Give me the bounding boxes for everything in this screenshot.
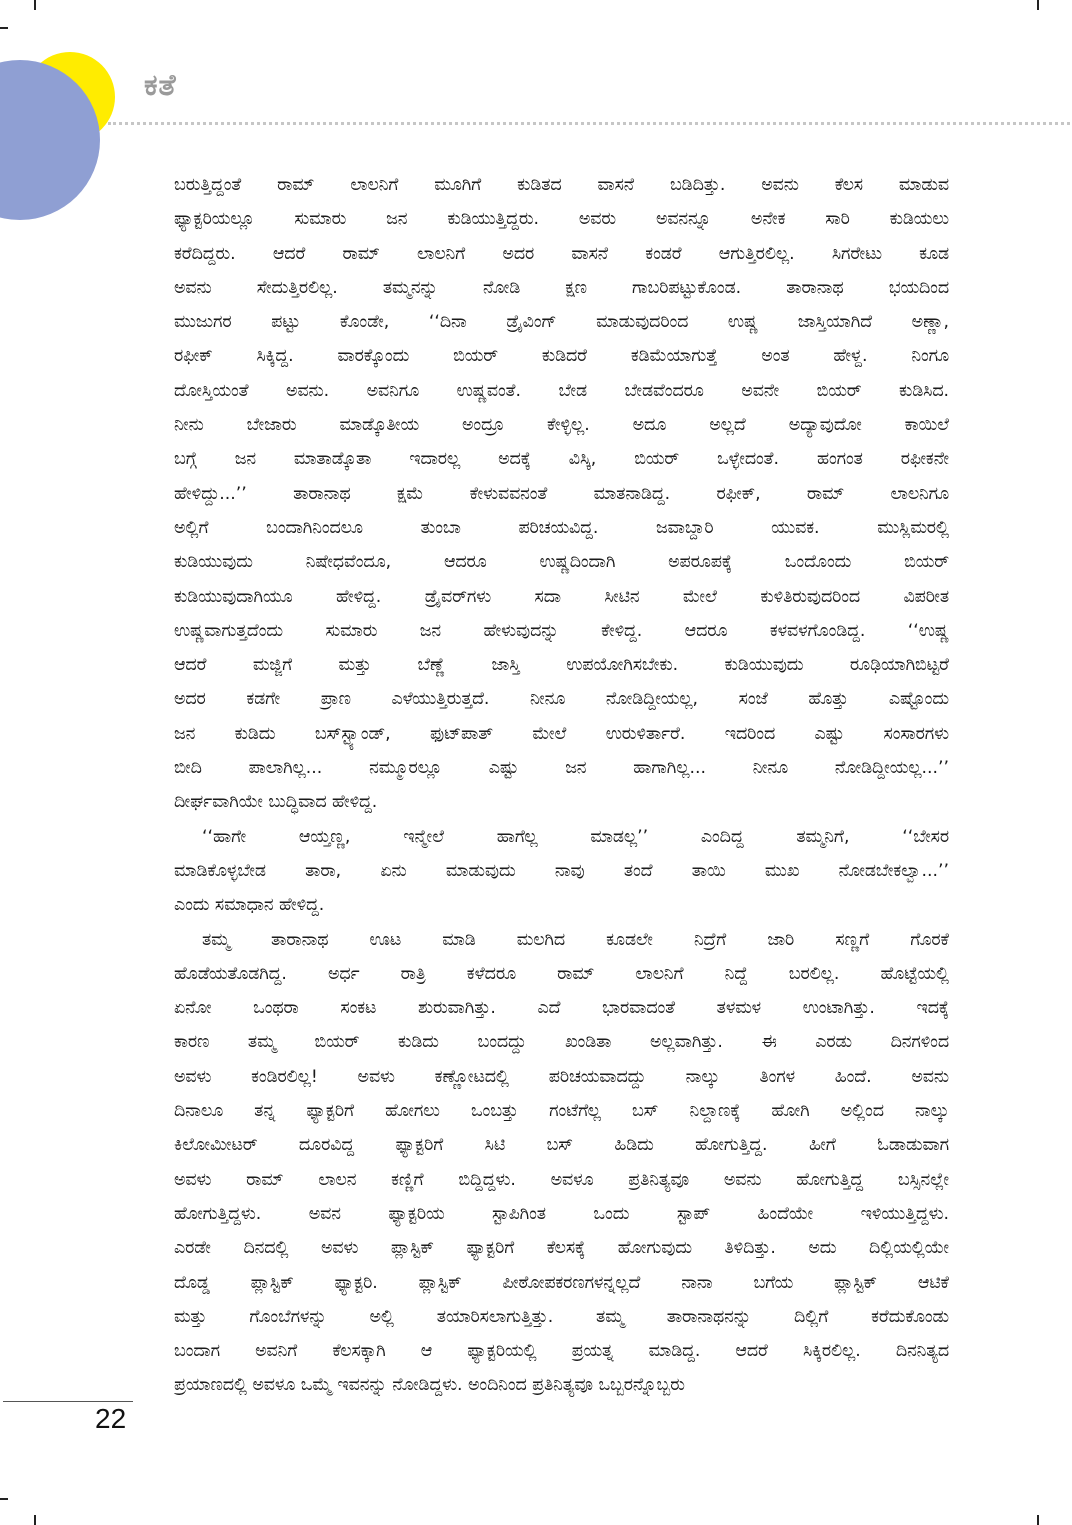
text-line: ಅವಳು ಕಂಡಿರಲಿಲ್ಲ! ಅವಳು ಕಣ್ಣೋಟದಲ್ಲಿ ಪರಿಚಯವಾದದ್ದು ನಾಲ್ಕು ತಿಂಗಳ ಹಿಂದೆ. ಅವನು xyxy=(174,1066,949,1087)
text-line: ಅವನು ಸೇದುತ್ತಿರಲಿಲ್ಲ. ತಮ್ಮನನ್ನು ನೋಡಿ ಕ್ಷಣ ಗಾಬರಿಪಟ್ಟುಕೊಂಡ. ತಾರಾನಾಥ ಭಯದಿಂದ xyxy=(174,277,949,298)
text-line: ಅವಳು ರಾಮ್ ಲಾಲನ ಕಣ್ಣಿಗೆ ಬಿದ್ದಿದ್ದಳು. ಅವಳೂ ಪ್ರತಿನಿತ್ಯವೂ ಅವನು ಹೋಗುತ್ತಿದ್ದ ಬಸ್ಸಿನಲ್ಲೇ xyxy=(174,1169,949,1190)
text-line: ‘‘ಹಾಗೇ ಆಯ್ತಣ್ಣ, ಇನ್ಮೇಲೆ ಹಾಗೆಲ್ಲ ಮಾಡಲ್ಲ’’ ಎಂದಿದ್ದ ತಮ್ಮನಿಗೆ, ‘‘ಬೇಸರ xyxy=(202,826,949,847)
text-line: ದೊಡ್ಡ ಪ್ಲಾಸ್ಟಿಕ್ ಫ್ಯಾಕ್ಟರಿ. ಪ್ಲಾಸ್ಟಿಕ್ ಪೀಠೋಪಕರಣಗಳನ್ನಲ್ಲದೆ ನಾನಾ ಬಗೆಯ ಪ್ಲಾಸ್ಟಿಕ್ ಆಟಿಕೆ xyxy=(174,1272,949,1293)
text-line: ಆದರೆ ಮಜ್ಜಿಗೆ ಮತ್ತು ಬೆಣ್ಣೆ ಜಾಸ್ತಿ ಉಪಯೋಗಿಸಬೇಕು. ಕುಡಿಯುವುದು ರೂಢಿಯಾಗಿಬಿಟ್ಟರೆ xyxy=(174,655,949,676)
crop-mark xyxy=(34,1515,36,1525)
text-line: ಮಾಡಿಕೊಳ್ಳಬೇಡ ತಾರಾ, ಏನು ಮಾಡುವುದು ನಾವು ತಂದೆ ತಾಯಿ ಮುಖ ನೋಡಬೇಕಲ್ವಾ...’’ xyxy=(174,860,949,881)
text-line: ಪ್ರಯಾಣದಲ್ಲಿ ಅವಳೂ ಒಮ್ಮೆ ಇವನನ್ನು ನೋಡಿದ್ದಳು. ಅಂದಿನಿಂದ ಪ್ರತಿನಿತ್ಯವೂ ಒಬ್ಬರನ್ನೊಬ್ಬರು xyxy=(174,1375,685,1396)
text-line: ತಮ್ಮ ತಾರಾನಾಥ ಊಟ ಮಾಡಿ ಮಲಗಿದ ಕೂಡಲೇ ನಿದ್ರೆಗೆ ಜಾರಿ ಸಣ್ಣಗೆ ಗೊರಕೆ xyxy=(202,929,949,950)
crop-mark xyxy=(1037,1515,1039,1525)
text-line: ಜನ ಕುಡಿದು ಬಸ್‌ಸ್ಟ್ಯಾಂಡ್, ಫುಟ್‌ಪಾತ್ ಮೇಲೆ ಉರುಳಿರ್ತಾರೆ. ಇದರಿಂದ ಎಷ್ಟು ಸಂಸಾರಗಳು xyxy=(174,723,949,744)
text-line: ಹೊಡೆಯತೊಡಗಿದ್ದ. ಅರ್ಧ ರಾತ್ರಿ ಕಳೆದರೂ ರಾಮ್ ಲಾಲನಿಗೆ ನಿದ್ದೆ ಬರಲಿಲ್ಲ. ಹೊಟ್ಟೆಯಲ್ಲಿ xyxy=(174,963,949,984)
text-line: ಬಗ್ಗೆ ಜನ ಮಾತಾಡ್ಕೊತಾ ಇದಾರಲ್ಲ ಅದಕ್ಕೆ ವಿಸ್ಕಿ, ಬಿಯರ್ ಒಳ್ಳೇದಂತೆ. ಹಂಗಂತ ರಫೀಕನೇ xyxy=(174,449,949,470)
text-line: ರಫೀಕ್ ಸಿಕ್ಕಿದ್ದ. ವಾರಕ್ಕೊಂದು ಬಿಯರ್ ಕುಡಿದರೆ ಕಡಿಮೆಯಾಗುತ್ತೆ ಅಂತ ಹೇಳ್ದ. ನಿಂಗೂ xyxy=(174,346,949,367)
text-line: ಮುಜುಗರ ಪಟ್ಟು ಕೊಂಡೇ, ‘‘ದಿನಾ ಡ್ರೈವಿಂಗ್ ಮಾಡುವುದರಿಂದ ಉಷ್ಣ ಜಾಸ್ತಿಯಾಗಿದೆ ಅಣ್ಣಾ, xyxy=(174,312,949,333)
text-line: ಕಿಲೋಮೀಟರ್ ದೂರವಿದ್ದ ಫ್ಯಾಕ್ಟರಿಗೆ ಸಿಟಿ ಬಸ್ ಹಿಡಿದು ಹೋಗುತ್ತಿದ್ದ. ಹೀಗೆ ಓಡಾಡುವಾಗ xyxy=(174,1135,949,1156)
text-line: ಮತ್ತು ಗೊಂಬೆಗಳನ್ನು ಅಲ್ಲಿ ತಯಾರಿಸಲಾಗುತ್ತಿತ್ತು. ತಮ್ಮ ತಾರಾನಾಥನನ್ನು ದಿಲ್ಲಿಗೆ ಕರೆದುಕೊಂಡು xyxy=(174,1306,949,1327)
text-line: ಫ್ಯಾಕ್ಟರಿಯಲ್ಲೂ ಸುಮಾರು ಜನ ಕುಡಿಯುತ್ತಿದ್ದರು. ಅವರು ಅವನನ್ನೂ ಅನೇಕ ಸಾರಿ ಕುಡಿಯಲು xyxy=(174,209,949,230)
text-line: ದೀರ್ಘವಾಗಿಯೇ ಬುದ್ಧಿವಾದ ಹೇಳಿದ್ದ. xyxy=(174,792,378,813)
section-title: ಕತೆ xyxy=(144,68,177,103)
text-line: ಎರಡೇ ದಿನದಲ್ಲಿ ಅವಳು ಪ್ಲಾಸ್ಟಿಕ್ ಫ್ಯಾಕ್ಟರಿಗೆ ಕೆಲಸಕ್ಕೆ ಹೋಗುವುದು ತಿಳಿದಿತ್ತು. ಅದು ದಿಲ್ಲಿಯಲ್ಲಿಯೇ xyxy=(174,1238,949,1259)
text-line: ಕರೆದಿದ್ದರು. ಆದರೆ ರಾಮ್ ಲಾಲನಿಗೆ ಅದರ ವಾಸನೆ ಕಂಡರೆ ಆಗುತ್ತಿರಲಿಲ್ಲ. ಸಿಗರೇಟು ಕೂಡ xyxy=(174,243,949,264)
paragraph xyxy=(174,923,949,1403)
text-line: ಕಾರಣ ತಮ್ಮ ಬಿಯರ್ ಕುಡಿದು ಬಂದದ್ದು ಖಂಡಿತಾ ಅಲ್ಲವಾಗಿತ್ತು. ಈ ಎರಡು ದಿನಗಳಿಂದ xyxy=(174,1032,949,1053)
page-number: 22 xyxy=(95,1403,127,1434)
story-body xyxy=(174,168,949,1403)
paragraph xyxy=(174,168,949,820)
text-line: ಬೀದಿ ಪಾಲಾಗಿಲ್ಲ... ನಮ್ಮೂರಲ್ಲೂ ಎಷ್ಟು ಜನ ಹಾಗಾಗಿಲ್ಲ... ನೀನೂ ನೋಡಿದ್ದೀಯಲ್ಲ...’’ xyxy=(174,758,949,779)
text-line: ದೋಸ್ತಿಯಂತೆ ಅವನು. ಅವನಿಗೂ ಉಷ್ಣವಂತೆ. ಬೇಡ ಬೇಡವೆಂದರೂ ಅವನೇ ಬಿಯರ್ ಕುಡಿಸಿದ. xyxy=(174,380,949,401)
text-line: ಉಷ್ಣವಾಗುತ್ತದೆಂದು ಸುಮಾರು ಜನ ಹೇಳುವುದನ್ನು ಕೇಳಿದ್ದ. ಆದರೂ ಕಳವಳಗೊಂಡಿದ್ದ. ‘‘ಉಷ್ಣ xyxy=(174,620,949,641)
text-line: ಬಂದಾಗ ಅವನಿಗೆ ಕೆಲಸಕ್ಕಾಗಿ ಆ ಫ್ಯಾಕ್ಟರಿಯಲ್ಲಿ ಪ್ರಯತ್ನ ಮಾಡಿದ್ದ. ಆದರೆ ಸಿಕ್ಕಿರಲಿಲ್ಲ. ದಿನನಿತ್ಯದ xyxy=(174,1341,949,1362)
crop-mark xyxy=(0,1498,8,1500)
text-line: ನೀನು ಬೇಜಾರು ಮಾಡ್ಕೊತೀಯ ಅಂದ್ರೂ ಕೇಳ್ಳಿಲ್ಲ. ಅದೂ ಅಲ್ಲದೆ ಅದ್ಯಾವುದೋ ಕಾಯಿಲೆ xyxy=(174,415,949,436)
text-line: ಕುಡಿಯುವುದಾಗಿಯೂ ಹೇಳಿದ್ದ. ಡ್ರೈವರ್‌ಗಳು ಸದಾ ಸೀಟಿನ ಮೇಲೆ ಕುಳಿತಿರುವುದರಿಂದ ವಿಪರೀತ xyxy=(174,586,949,607)
text-line: ಹೇಳಿದ್ದು...’’ ತಾರಾನಾಥ ಕ್ಷಮೆ ಕೇಳುವವನಂತೆ ಮಾತನಾಡಿದ್ದ. ರಫೀಕ್, ರಾಮ್ ಲಾಲನಿಗೂ xyxy=(174,483,949,504)
text-line: ಹೋಗುತ್ತಿದ್ದಳು. ಅವನ ಫ್ಯಾಕ್ಟರಿಯ ಸ್ಟಾಪಿಗಿಂತ ಒಂದು ಸ್ಟಾಪ್ ಹಿಂದೆಯೇ ಇಳಿಯುತ್ತಿದ್ದಳು. xyxy=(174,1203,949,1224)
text-line: ಬರುತ್ತಿದ್ದಂತೆ ರಾಮ್ ಲಾಲನಿಗೆ ಮೂಗಿಗೆ ಕುಡಿತದ ವಾಸನೆ ಬಡಿದಿತ್ತು. ಅವನು ಕೆಲಸ ಮಾಡುವ xyxy=(174,175,949,195)
crop-mark xyxy=(1037,0,1039,10)
text-line: ಅಲ್ಲಿಗೆ ಬಂದಾಗಿನಿಂದಲೂ ತುಂಬಾ ಪರಿಚಯವಿದ್ದ. ಜವಾಬ್ದಾರಿ ಯುವಕ. ಮುಸ್ಲಿಮರಲ್ಲಿ xyxy=(174,517,949,538)
paragraph xyxy=(174,820,949,923)
header-dotted-rule xyxy=(108,122,1070,125)
text-line: ಕುಡಿಯುವುದು ನಿಷೇಧವೆಂದೂ, ಆದರೂ ಉಷ್ಣದಿಂದಾಗಿ ಅಪರೂಪಕ್ಕೆ ಒಂದೊಂದು ಬಿಯರ್ xyxy=(174,552,949,573)
text-line: ದಿನಾಲೂ ತನ್ನ ಫ್ಯಾಕ್ಟರಿಗೆ ಹೋಗಲು ಒಂಬತ್ತು ಗಂಟೆಗೆಲ್ಲ ಬಸ್ ನಿಲ್ದಾಣಕ್ಕೆ ಹೋಗಿ ಅಲ್ಲಿಂದ ನಾಲ್ಕು xyxy=(174,1101,949,1122)
header-decoration xyxy=(0,0,150,220)
text-line: ಏನೋ ಒಂಥರಾ ಸಂಕಟ ಶುರುವಾಗಿತ್ತು. ಎದೆ ಭಾರವಾದಂತೆ ತಳಮಳ ಉಂಟಾಗಿತ್ತು. ಇದಕ್ಕೆ xyxy=(174,998,949,1019)
text-line: ಎಂದು ಸಮಾಧಾನ ಹೇಳಿದ್ದ. xyxy=(174,895,325,916)
text-line: ಅದರ ಕಡಗೇ ಪ್ರಾಣ ಎಳೆಯುತ್ತಿರುತ್ತದೆ. ನೀನೂ ನೋಡಿದ್ದೀಯಲ್ಲ, ಸಂಜೆ ಹೊತ್ತು ಎಷ್ಟೊಂದು xyxy=(174,689,949,710)
footer-rule xyxy=(3,1401,133,1402)
